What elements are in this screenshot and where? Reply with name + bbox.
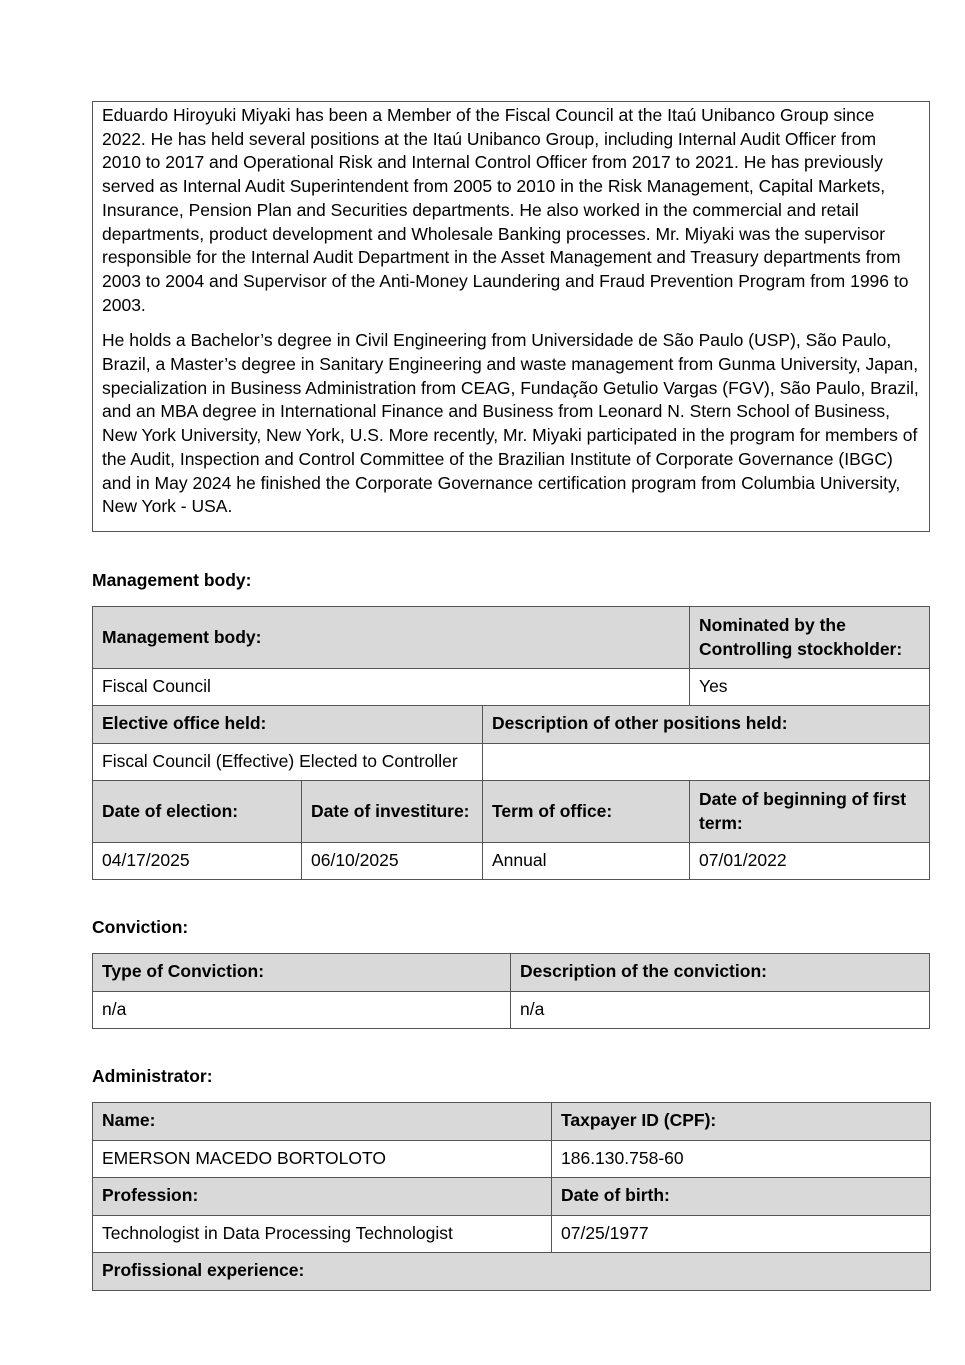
conviction-description-header: Description of the conviction: [511,954,930,992]
nominated-header: Nominated by the Controlling stockholder: [690,607,930,669]
professional-experience-header: Profissional experience: [93,1253,931,1291]
conviction-section-title: Conviction: [92,917,189,937]
nominated-value: Yes [690,669,930,706]
administrator-table [92,1102,931,1291]
management-table [92,606,930,880]
date-of-election-header: Date of election: [93,781,302,843]
first-term-date-value: 07/01/2022 [690,843,930,880]
biography-box [92,101,930,532]
date-of-birth-value: 07/25/1977 [552,1216,931,1253]
date-of-election-value: 04/17/2025 [93,843,302,880]
other-positions-value [483,744,930,781]
elective-office-header: Elective office held: [93,706,483,744]
conviction-type-value: n/a [93,992,511,1029]
administrator-section-title: Administrator: [92,1066,213,1086]
term-of-office-header: Term of office: [483,781,690,843]
date-of-birth-header: Date of birth: [552,1178,931,1216]
management-section-title: Management body: [92,570,252,590]
management-body-header: Management body: [93,607,690,669]
term-of-office-value: Annual [483,843,690,880]
date-of-investiture-header: Date of investiture: [302,781,483,843]
conviction-type-header: Type of Conviction: [93,954,511,992]
administrator-name-value: EMERSON MACEDO BORTOLOTO [93,1141,552,1178]
taxpayer-id-value: 186.130.758-60 [552,1141,931,1178]
taxpayer-id-header: Taxpayer ID (CPF): [552,1103,931,1141]
profession-value: Technologist in Data Processing Technologist [93,1216,552,1253]
date-of-investiture-value: 06/10/2025 [302,843,483,880]
elective-office-value: Fiscal Council (Effective) Elected to Controller [93,744,483,781]
biography-paragraph-1: Eduardo Hiroyuki Miyaki has been a Member of the Fiscal Council at the Itaú Unibanco Group since 2022. He has held several positions at the Itaú Unibanco Group, including Internal Audit Officer from 2010 to 2017 and Operational Risk and Internal Control Officer from 2017 to 2021. He has previously served as Internal Audit Superintendent from 2005 to 2010 in the Risk Management, Capital Markets, Insurance, Pension Plan and Securities departments. He also worked in the commercial and retail departments, product development and Wholesale Banking processes. Mr. Miyaki was the supervisor responsible for the Internal Audit Department in the Asset Management and Treasury departments from 2003 to 2004 and Supervisor of the Anti-Money Laundering and Fraud Prevention Program from 1996 to 2003. [102,105,909,315]
first-term-date-header: Date of beginning of first term: [690,781,930,843]
conviction-table [92,953,930,1029]
management-body-value: Fiscal Council [93,669,690,706]
profession-header: Profession: [93,1178,552,1216]
biography-paragraph-2: He holds a Bachelor’s degree in Civil Engineering from Universidade de São Paulo (USP), São Paulo, Brazil, a Master’s degree in Sanitary Engineering and waste management from Gunma University, Japan, specialization in Business Administration from CEAG, Fundação Getulio Vargas (FGV), São Paulo, Brazil, and an MBA degree in International Finance and Business from Leonard N. Stern School of Business, New York University, New York, U.S. More recently, Mr. Miyaki participated in the program for members of the Audit, Inspection and Control Committee of the Brazilian Institute of Corporate Governance (IBGC) and in May 2024 he finished the Corporate Governance certification program from Columbia University, New York - USA. [102,330,919,517]
other-positions-header: Description of other positions held: [483,706,930,744]
administrator-name-header: Name: [93,1103,552,1141]
conviction-description-value: n/a [511,992,930,1029]
